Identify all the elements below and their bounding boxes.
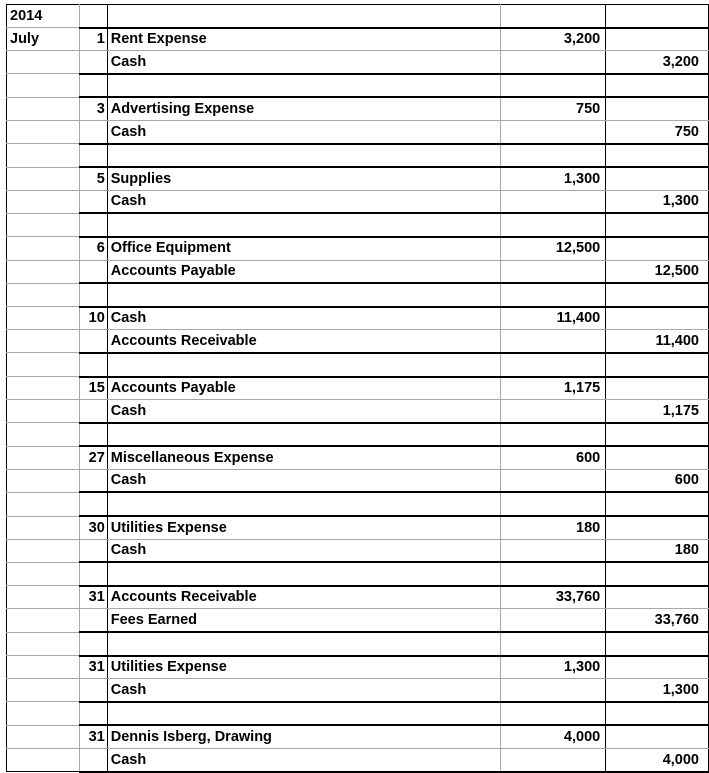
- blank-cell: [500, 330, 606, 353]
- debit-account: Office Equipment: [107, 237, 500, 260]
- blank-cell: [7, 51, 80, 74]
- blank-cell: [606, 5, 709, 28]
- blank-cell: [606, 632, 709, 656]
- entry-day: 5: [79, 167, 107, 190]
- blank-cell: [500, 469, 606, 492]
- spacer-row: [7, 423, 709, 447]
- debit-row: [7, 516, 709, 539]
- month-label: July: [7, 28, 80, 51]
- credit-account: Cash: [107, 400, 500, 423]
- blank-cell: [7, 330, 80, 353]
- spacer-row: [7, 492, 709, 516]
- debit-row: [7, 656, 709, 679]
- blank-cell: [7, 74, 80, 98]
- blank-cell: [79, 144, 107, 168]
- blank-cell: [7, 492, 80, 516]
- blank-cell: [500, 400, 606, 423]
- credit-amount: 12,500: [606, 260, 709, 283]
- spacer-row: [7, 702, 709, 726]
- credit-row: [7, 539, 709, 562]
- blank-cell: [500, 679, 606, 702]
- debit-row: [7, 586, 709, 609]
- spacer-row: [7, 213, 709, 237]
- credit-row: [7, 679, 709, 702]
- blank-cell: [606, 213, 709, 237]
- blank-cell: [79, 213, 107, 237]
- blank-cell: [500, 632, 606, 656]
- blank-cell: [606, 97, 709, 120]
- blank-cell: [107, 702, 500, 726]
- blank-cell: [107, 74, 500, 98]
- blank-cell: [7, 423, 80, 447]
- debit-row: [7, 28, 709, 51]
- blank-cell: [7, 656, 80, 679]
- blank-cell: [500, 539, 606, 562]
- general-journal-table: [6, 4, 709, 773]
- blank-cell: [107, 144, 500, 168]
- debit-amount: 750: [500, 97, 606, 120]
- credit-amount: 11,400: [606, 330, 709, 353]
- blank-cell: [7, 469, 80, 492]
- credit-amount: 180: [606, 539, 709, 562]
- entry-day: 31: [79, 656, 107, 679]
- blank-cell: [107, 562, 500, 586]
- blank-cell: [606, 28, 709, 51]
- blank-cell: [500, 749, 606, 772]
- blank-cell: [606, 586, 709, 609]
- debit-amount: 11,400: [500, 307, 606, 330]
- blank-cell: [606, 516, 709, 539]
- debit-account: Advertising Expense: [107, 97, 500, 120]
- blank-cell: [606, 725, 709, 748]
- blank-cell: [7, 749, 80, 772]
- credit-amount: 1,300: [606, 679, 709, 702]
- debit-row: [7, 725, 709, 748]
- debit-account: Supplies: [107, 167, 500, 190]
- blank-cell: [7, 167, 80, 190]
- spacer-row: [7, 144, 709, 168]
- blank-cell: [500, 562, 606, 586]
- blank-cell: [7, 260, 80, 283]
- blank-cell: [500, 51, 606, 74]
- blank-cell: [7, 97, 80, 120]
- blank-cell: [7, 353, 80, 377]
- credit-account: Cash: [107, 539, 500, 562]
- blank-cell: [7, 377, 80, 400]
- debit-row: [7, 446, 709, 469]
- blank-cell: [79, 74, 107, 98]
- debit-amount: 1,300: [500, 167, 606, 190]
- blank-cell: [500, 74, 606, 98]
- blank-cell: [606, 702, 709, 726]
- entry-day: 15: [79, 377, 107, 400]
- blank-cell: [500, 260, 606, 283]
- year-label: 2014: [7, 5, 80, 28]
- credit-account: Cash: [107, 749, 500, 772]
- year-row: [7, 5, 709, 28]
- blank-cell: [107, 353, 500, 377]
- blank-cell: [500, 609, 606, 632]
- entry-day: 31: [79, 586, 107, 609]
- debit-amount: 3,200: [500, 28, 606, 51]
- debit-account: Rent Expense: [107, 28, 500, 51]
- credit-row: [7, 469, 709, 492]
- blank-cell: [7, 120, 80, 143]
- credit-account: Accounts Payable: [107, 260, 500, 283]
- blank-cell: [500, 492, 606, 516]
- entry-day: 6: [79, 237, 107, 260]
- blank-cell: [79, 469, 107, 492]
- blank-cell: [107, 632, 500, 656]
- credit-row: [7, 400, 709, 423]
- spacer-row: [7, 632, 709, 656]
- blank-cell: [500, 144, 606, 168]
- spacer-row: [7, 562, 709, 586]
- blank-cell: [500, 5, 606, 28]
- entry-day: 31: [79, 725, 107, 748]
- blank-cell: [79, 283, 107, 307]
- debit-row: [7, 237, 709, 260]
- blank-cell: [7, 632, 80, 656]
- credit-account: Accounts Receivable: [107, 330, 500, 353]
- debit-amount: 4,000: [500, 725, 606, 748]
- blank-cell: [500, 120, 606, 143]
- blank-cell: [500, 213, 606, 237]
- blank-cell: [79, 5, 107, 28]
- debit-amount: 600: [500, 446, 606, 469]
- blank-cell: [7, 237, 80, 260]
- blank-cell: [7, 283, 80, 307]
- credit-amount: 4,000: [606, 749, 709, 772]
- debit-row: [7, 307, 709, 330]
- blank-cell: [7, 702, 80, 726]
- blank-cell: [7, 516, 80, 539]
- blank-cell: [79, 400, 107, 423]
- credit-row: [7, 190, 709, 213]
- blank-cell: [606, 283, 709, 307]
- credit-amount: 600: [606, 469, 709, 492]
- blank-cell: [606, 377, 709, 400]
- debit-amount: 180: [500, 516, 606, 539]
- credit-amount: 3,200: [606, 51, 709, 74]
- blank-cell: [606, 446, 709, 469]
- blank-cell: [79, 679, 107, 702]
- debit-account: Accounts Receivable: [107, 586, 500, 609]
- credit-row: [7, 260, 709, 283]
- blank-cell: [79, 330, 107, 353]
- blank-cell: [606, 144, 709, 168]
- blank-cell: [7, 609, 80, 632]
- blank-cell: [107, 423, 500, 447]
- credit-amount: 750: [606, 120, 709, 143]
- entry-day: 30: [79, 516, 107, 539]
- debit-amount: 1,300: [500, 656, 606, 679]
- entry-day: 10: [79, 307, 107, 330]
- blank-cell: [500, 423, 606, 447]
- blank-cell: [7, 400, 80, 423]
- blank-cell: [79, 749, 107, 772]
- debit-account: Utilities Expense: [107, 656, 500, 679]
- blank-cell: [79, 353, 107, 377]
- blank-cell: [606, 353, 709, 377]
- blank-cell: [7, 144, 80, 168]
- blank-cell: [7, 539, 80, 562]
- debit-amount: 12,500: [500, 237, 606, 260]
- debit-account: Miscellaneous Expense: [107, 446, 500, 469]
- blank-cell: [500, 283, 606, 307]
- blank-cell: [7, 725, 80, 748]
- blank-cell: [7, 213, 80, 237]
- spacer-row: [7, 353, 709, 377]
- credit-account: Fees Earned: [107, 609, 500, 632]
- spacer-row: [7, 74, 709, 98]
- blank-cell: [79, 423, 107, 447]
- debit-account: Cash: [107, 307, 500, 330]
- blank-cell: [79, 539, 107, 562]
- debit-row: [7, 97, 709, 120]
- blank-cell: [500, 702, 606, 726]
- credit-account: Cash: [107, 679, 500, 702]
- blank-cell: [500, 190, 606, 213]
- credit-row: [7, 330, 709, 353]
- debit-amount: 1,175: [500, 377, 606, 400]
- blank-cell: [606, 562, 709, 586]
- blank-cell: [7, 307, 80, 330]
- credit-amount: 1,175: [606, 400, 709, 423]
- blank-cell: [107, 213, 500, 237]
- blank-cell: [606, 237, 709, 260]
- blank-cell: [606, 423, 709, 447]
- blank-cell: [606, 492, 709, 516]
- blank-cell: [79, 702, 107, 726]
- credit-row: [7, 609, 709, 632]
- debit-account: Accounts Payable: [107, 377, 500, 400]
- debit-row: [7, 167, 709, 190]
- blank-cell: [107, 283, 500, 307]
- blank-cell: [79, 492, 107, 516]
- blank-cell: [500, 353, 606, 377]
- credit-account: Cash: [107, 51, 500, 74]
- entry-day: 27: [79, 446, 107, 469]
- credit-amount: 33,760: [606, 609, 709, 632]
- blank-cell: [606, 307, 709, 330]
- blank-cell: [79, 562, 107, 586]
- blank-cell: [606, 167, 709, 190]
- blank-cell: [79, 260, 107, 283]
- blank-cell: [7, 446, 80, 469]
- credit-account: Cash: [107, 190, 500, 213]
- debit-account: Dennis Isberg, Drawing: [107, 725, 500, 748]
- blank-cell: [7, 586, 80, 609]
- entry-day: 3: [79, 97, 107, 120]
- blank-cell: [79, 120, 107, 143]
- credit-amount: 1,300: [606, 190, 709, 213]
- blank-cell: [79, 51, 107, 74]
- credit-account: Cash: [107, 120, 500, 143]
- blank-cell: [79, 609, 107, 632]
- debit-account: Utilities Expense: [107, 516, 500, 539]
- entry-day: 1: [79, 28, 107, 51]
- blank-cell: [79, 190, 107, 213]
- credit-account: Cash: [107, 469, 500, 492]
- blank-cell: [7, 190, 80, 213]
- blank-cell: [7, 562, 80, 586]
- debit-amount: 33,760: [500, 586, 606, 609]
- blank-cell: [606, 656, 709, 679]
- blank-cell: [606, 74, 709, 98]
- blank-cell: [107, 492, 500, 516]
- credit-row: [7, 749, 709, 772]
- blank-cell: [7, 679, 80, 702]
- spacer-row: [7, 283, 709, 307]
- credit-row: [7, 51, 709, 74]
- blank-cell: [79, 632, 107, 656]
- credit-row: [7, 120, 709, 143]
- journal-body: [7, 5, 709, 772]
- debit-row: [7, 377, 709, 400]
- blank-cell: [107, 5, 500, 28]
